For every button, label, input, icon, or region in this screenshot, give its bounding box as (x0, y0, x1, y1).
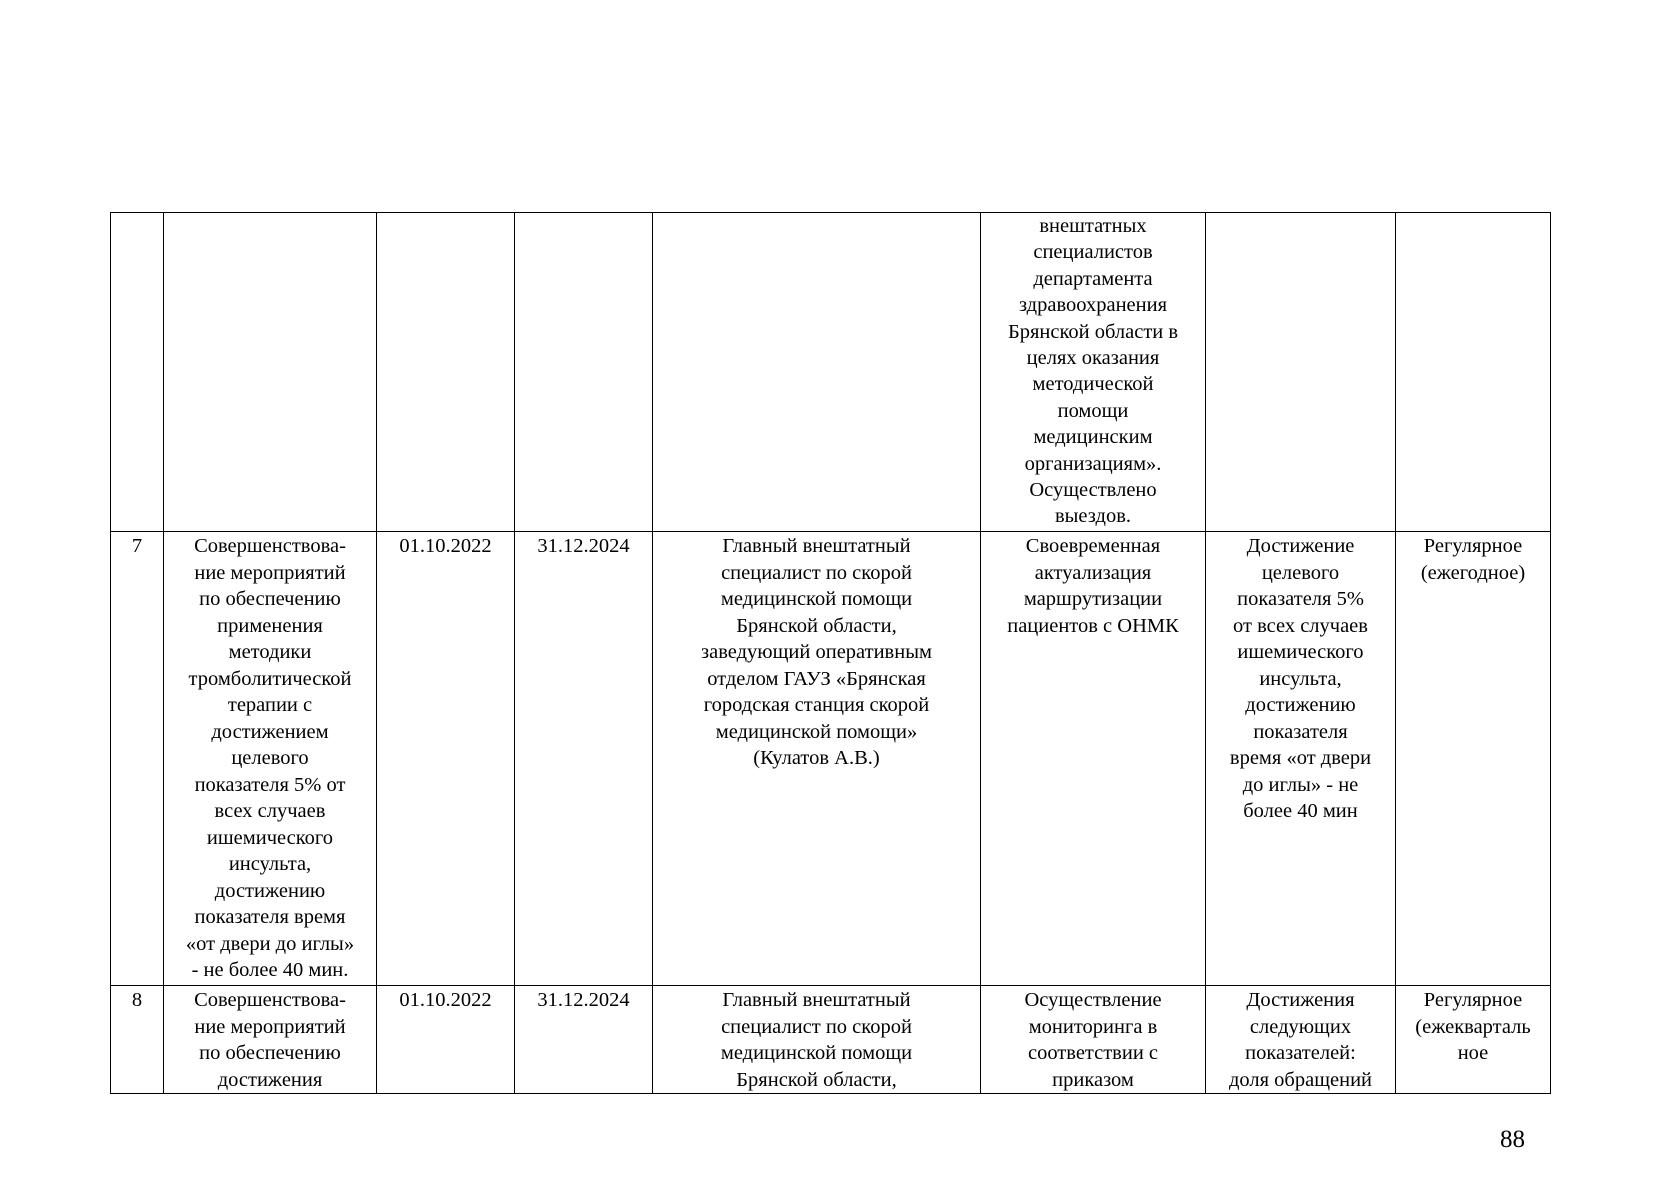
indicator-cell: Достижение целевого показателя 5% от всех случаев ишемического инсульта, достижению показателя время «от двери до иглы» - не более 40 мин (1206, 532, 1396, 986)
responsible-cell (653, 213, 981, 532)
periodicity-cell (1396, 213, 1551, 532)
start-date-cell: 01.10.2022 (377, 532, 515, 986)
end-date-cell: 31.12.2024 (515, 532, 653, 986)
event-cell: Совершенствова- ние мероприятий по обеспечению применения методики тромболитической терапии с достижением целевого показателя 5% от всех случаев ишемического инсульта, достижению показателя время «от двери до иглы» - не более 40 мин. (164, 532, 377, 986)
indicator-cell: Достижения следующих показателей: доля обращений (1206, 986, 1396, 1094)
row-number-cell: 7 (111, 532, 164, 986)
row-number-cell (111, 213, 164, 532)
row-number-cell: 8 (111, 986, 164, 1094)
start-date-cell (377, 213, 515, 532)
periodicity-cell: Регулярное (ежегодное) (1396, 532, 1551, 986)
plan-table (110, 212, 1551, 1094)
result-cell: Своевременная актуализация маршрутизации пациентов с ОНМК (981, 532, 1206, 986)
responsible-cell: Главный внештатный специалист по скорой медицинской помощи Брянской области, заведующий оперативным отделом ГАУЗ «Брянская городская станция скорой медицинской помощи» (Кулатов А.В.) (653, 532, 981, 986)
end-date-cell: 31.12.2024 (515, 986, 653, 1094)
table-row (111, 532, 1551, 986)
result-cell: Осуществление мониторинга в соответствии с приказом (981, 986, 1206, 1094)
responsible-cell: Главный внештатный специалист по скорой медицинской помощи Брянской области, (653, 986, 981, 1094)
event-cell: Совершенствова- ние мероприятий по обеспечению достижения (164, 986, 377, 1094)
indicator-cell (1206, 213, 1396, 532)
table-row (111, 986, 1551, 1094)
start-date-cell: 01.10.2022 (377, 986, 515, 1094)
periodicity-cell: Регулярное (ежекварталь ное (1396, 986, 1551, 1094)
result-cell: внештатных специалистов департамента здравоохранения Брянской области в целях оказания методической помощи медицинским организациям». Осуществлено выездов. (981, 213, 1206, 532)
event-cell (164, 213, 377, 532)
page-number: 88 (1500, 1126, 1525, 1153)
end-date-cell (515, 213, 653, 532)
table-row (111, 213, 1551, 532)
